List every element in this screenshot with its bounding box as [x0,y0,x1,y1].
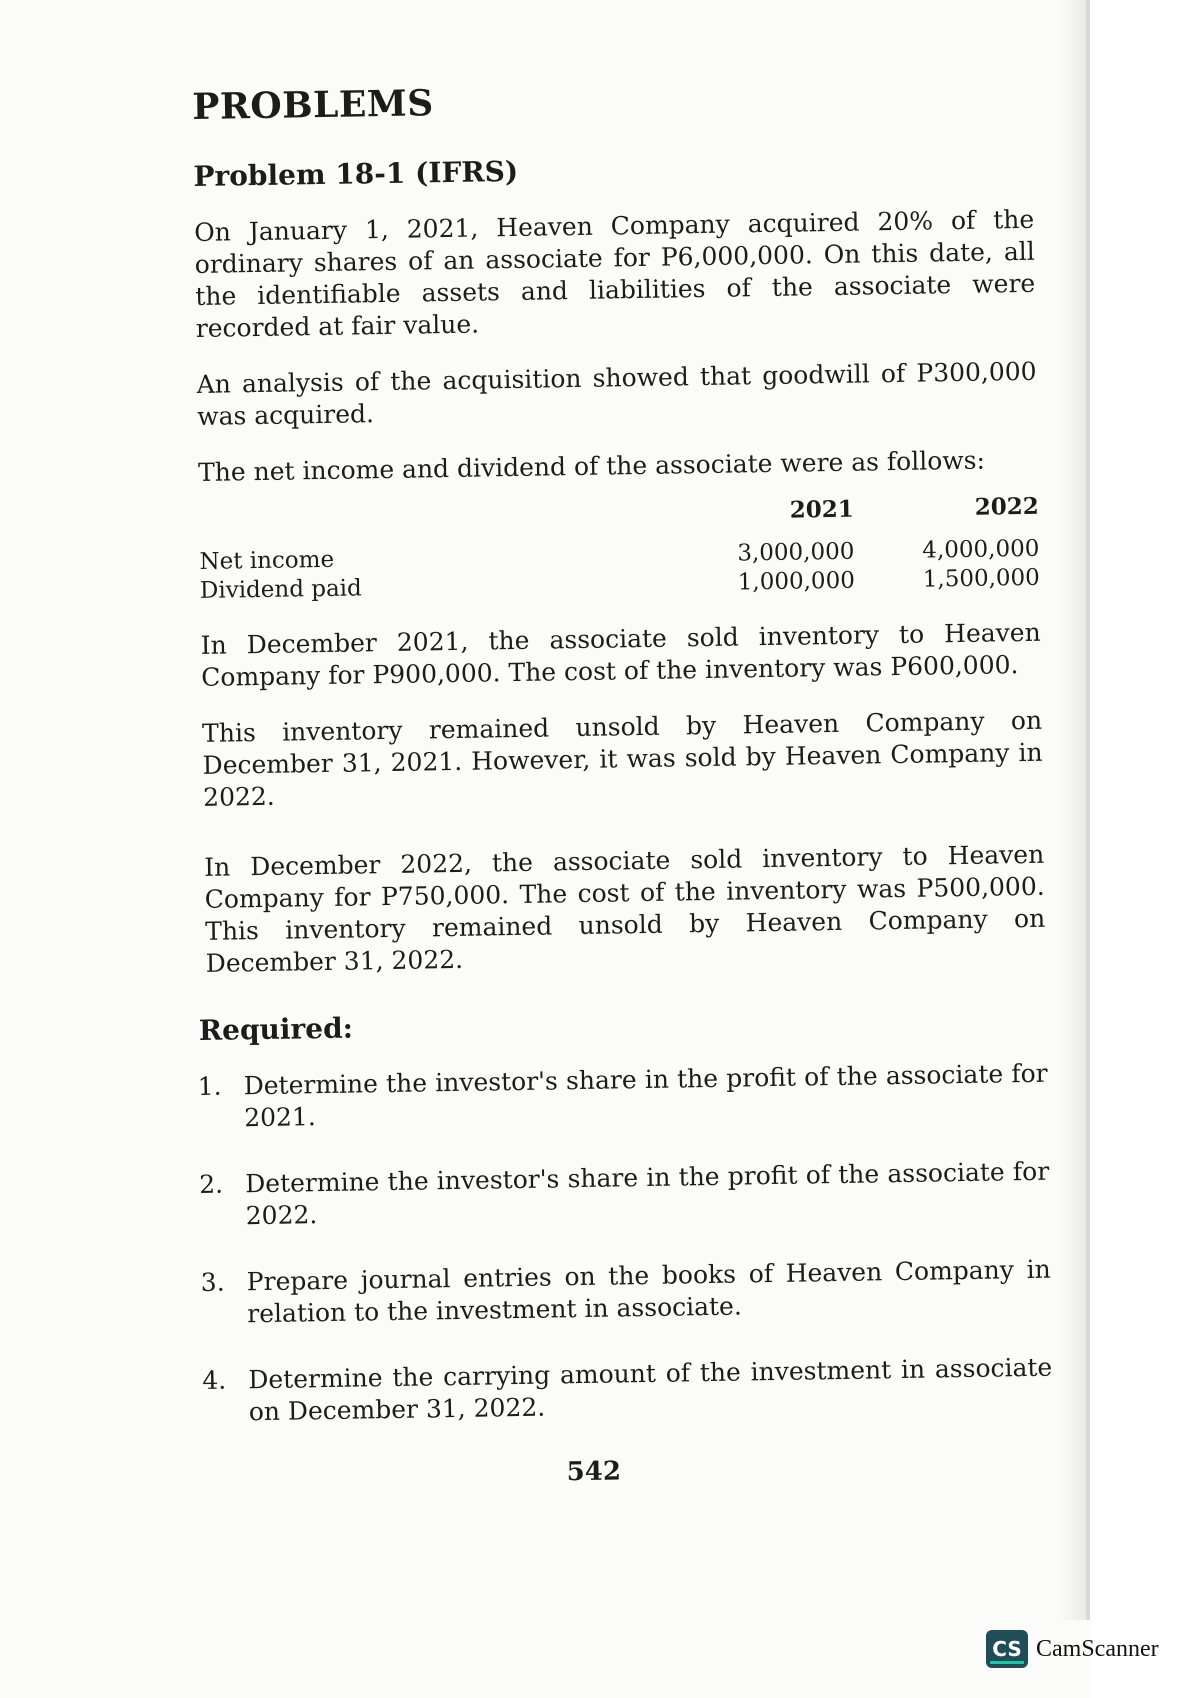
item-number: 4. [202,1365,227,1395]
list-item [200,1254,1052,1331]
camscanner-name: CamScanner [1036,1635,1159,1662]
table-header-2022: 2022 [974,492,1039,521]
item-text: Determine the investor's share in the profit of the associate for 2021. [243,1058,1048,1133]
list-item [199,1156,1050,1233]
page-number: 542 [566,1456,622,1488]
paragraph-unsold-2021: This inventory remained unsold by Heaven Company on December 31, 2021. However, it was sold by Heaven Company in 2022. [201,705,1043,812]
item-text: Determine the investor's share in the profit of the associate for 2022. [245,1156,1050,1231]
page-content [192,73,1054,1493]
scan-background [1090,0,1200,1698]
item-number: 1. [197,1071,222,1102]
list-item [197,1058,1048,1135]
camscanner-watermark [986,1630,1159,1668]
paragraph-acquisition: On January 1, 2021, Heaven Company acquired 20% of the ordinary shares of an associate for P6,000,000. On this date, all the identifiable assets and liabilities of the associate were recorded at fair value. [194,204,1036,343]
paragraph-sale-2021: In December 2021, the associate sold inventory to Heaven Company for P900,000. The cost of the inventory was P600,000. [200,617,1041,692]
paragraph-goodwill: An analysis of the acquisition showed that goodwill of P300,000 was acquired. [196,356,1037,431]
problem-title: Problem 18-1 (IFRS) [193,154,519,193]
paragraph-sale-2022: In December 2022, the associate sold inventory to Heaven Company for P750,000. The cost of the inventory was P500,000. This inventory remained unsold by Heaven Company on December 31, 2022. [204,839,1046,978]
net-income-2022: 4,000,000 [922,535,1040,564]
item-number: 3. [200,1267,225,1298]
table-header-2021: 2021 [789,495,854,524]
net-income-2021: 3,000,000 [737,538,855,567]
item-text: Prepare journal entries on the books of Heaven Company in relation to the investment in associate. [246,1254,1051,1329]
item-number: 2. [199,1169,224,1200]
required-heading: Required: [198,1011,354,1048]
required-list [197,1058,1053,1429]
item-text: Determine the carrying amount of the investment in associate on December 31, 2022. [248,1352,1053,1427]
camscanner-logo-icon: CS [986,1630,1028,1668]
table-header-label [199,498,669,534]
row-label-dividend-paid: Dividend paid [199,575,362,604]
section-heading: PROBLEMS [192,82,435,128]
income-dividend-table [199,492,1040,606]
dividend-2021: 1,000,000 [737,567,856,596]
row-label-net-income: Net income [199,546,335,575]
paragraph-income-intro: The net income and dividend of the associate were as follows: [197,445,986,487]
list-item [202,1352,1053,1429]
dividend-2022: 1,500,000 [922,564,1041,593]
table-header-row [199,492,1039,534]
